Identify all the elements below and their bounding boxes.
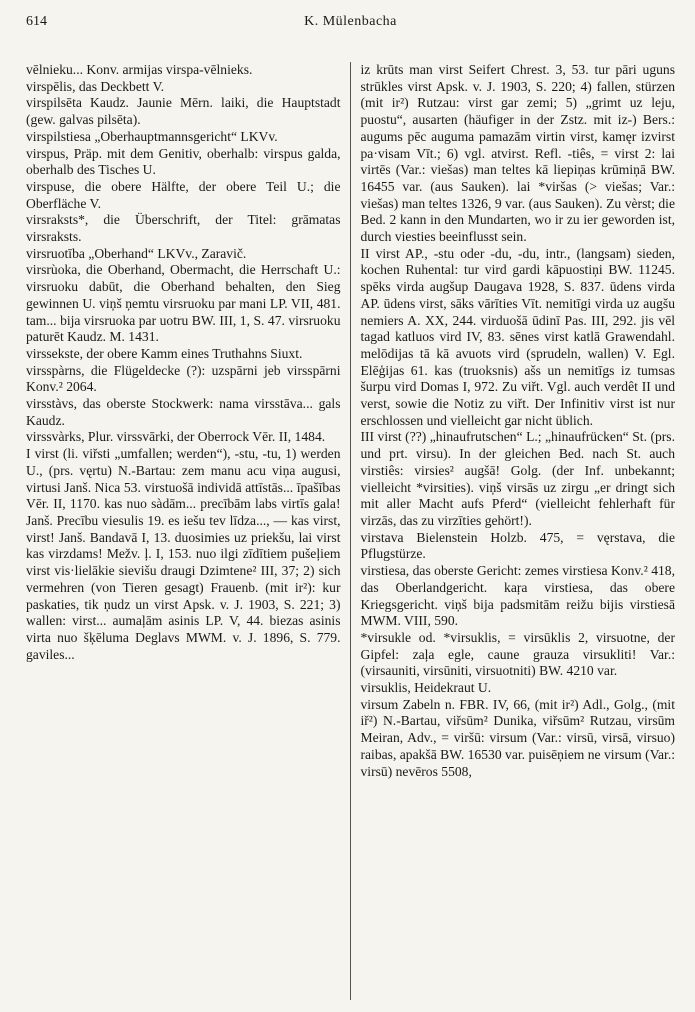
text-columns [26,62,675,1012]
dictionary-entry: III virst (??) „hinaufrutschen“ L.; „hinaufrücken“ St. (prs. und prt. virsu). In der gleichen Bed. nach St. auch virstiês: virsies² augšā! Golg. (der Inf. unbekannt; vielleicht *virsities). viņš virsās uz zirgu „er dringt sich mit aller Macht aufs Pferd“ (vielleicht fehlerhaft für virzās, das zu virzīties gehört!). [360,429,675,528]
dictionary-entry: virspilstiesa „Oberhauptmannsgericht“ LKVv. [26,128,278,144]
dictionary-entry: II virst AP., -stu oder -du, -du, intr., (langsam) sieden, kochen Ruhental: tur vird gardi kāpuostiņi BW. 11245. spēks virda augšup Daugava 1928, S. 837. ūdens virda AP. ūdens virst, sāks vārīties Vīt. nemitīgi virda uz augšu nemiers A. XX, 244. virduošā ūdinī Pas. III, 292. jis vēl tagad katluos vird IV, 83. sēnes virst katlā Grawendahl. melōdijas tā kā avuots vird (sprudeln, wallen) V. Egl. Elēģijas 61. kas (truoksnis) ašs un nemitīgs iz tumsas šurpu vird Domas I, 972. Zu viřt. Vgl. auch verdêt II und verst, sowie die Notiz zu viřt. Der Infinitiv virst ist nur erschlossen und vielleicht gar nicht üblich. [360,245,675,428]
right-column [351,62,676,1012]
dictionary-entry: *virsukle od. *virsuklis, = virsūklis 2, virsuotne, der Gipfel: zaļa egle, caune grauza virsukliti! Var.: (virsauniti, virsūniti, virsuotniti) BW. 4210 var. [360,629,675,679]
dictionary-entry: virssvàrks, Plur. virssvārki, der Oberrock Vēr. II, 1484. [26,429,326,445]
dictionary-entry: virsrùoka, die Oberhand, Obermacht, die Herrschaft U.: virsruoku dabūt, die Oberhand behalten, den Sieg gewinnen U. viņš ņemtu virsruoku par mani LP. VII, 481. tam... bija virsruoka par uotru BW. III, 1, S. 47. virsruoku paturēt Kaudz. M. 1431. [26,262,341,345]
dictionary-entry: virsspàrns, die Flügeldecke (?): uzspārni jeb virsspārni Konv.² 2064. [26,362,341,395]
dictionary-entry: virstiesa, das oberste Gericht: zemes virstiesa Konv.² 418, das Oberlandgericht. kaŗa virstiesa, das obere Kriegsgericht. viņš bija padsmitām reižu bijis virstiesā MWM. VIII, 590. [360,563,675,629]
dictionary-entry: virsruotība „Oberhand“ LKVv., Zaravič. [26,245,247,261]
dictionary-entry: virsuklis, Heidekraut U. [360,680,492,696]
dictionary-entry: virspus, Präp. mit dem Genitiv, oberhalb: virspus galda, oberhalb des Tisches U. [26,145,341,178]
left-column [26,62,350,1012]
page-number: 614 [26,14,47,29]
dictionary-entry: virspuse, die obere Hälfte, der obere Teil U.; die Oberfläche V. [26,178,341,211]
dictionary-entry: virsstàvs, das oberste Stockwerk: nama virsstāva... gals Kaudz. [26,396,341,428]
running-head: K. Mülenbacha [304,14,397,29]
dictionary-entry: I virst (li. viřsti „umfallen; werden“), -stu, -tu, 1) werden U., (prs. vęrtu) N.-Bartau: zem manu acu viņa augusi, virtusi Janš. Nica 53. virstuošā individā attīstās... īpašības Vēr. II, 1170. kas nuo sàdām... precībām labs virtīs gala! Janš. Precību viesulis 19. es iešu tev līdza..., — kas virst, virst! Janš. Bandavā I, 13. duosimies uz priekšu, lai virst kas virzdams! Mežv. ļ. I, 153. nuo ilgi zīdītiem pušeļiem virst vis·lielākie sievišu draugi Dzimtene² III, 37; 2) sich vermehren (von Tieren gesagt) Frauenb. (mit ir²): kur paskaties, tik ņudz un virst Apsk. v. J. 1903, S. 221; 3) wallen: virst... aumaļām asinis LP. V, 44. biezas asinis virta nuo šķēluma Deglavs MWM. v. J. 1896, S. 779. gaviles... [26,446,341,662]
dictionary-entry: iz krūts man virst Seifert Chrest. 3, 53. tur pāri uguns strūkles virst Apsk. v. J. 1903, S. 220; 4) fallen, stürzen (mit ir²) Rutzau: virst gar zemi; 5) „grimt uz leju, puostu“, ausarten (häufiger in der Zstz. mit iz-) Bers.: augums pēc auguma pamazām virtin virst, kamęr izvirst pa·visam Vīt.; 6) vgl. atvirst. Refl. -tiês, = virst 2: lai virtēs (Var.: viešas) man teltes kā liepiņas krūmiņā BW. 16455 var. (aus Sauken). lai *viršas (> viešas; Var.: viešas) man teltes 1326, 9 var. (aus Sauken). Zu vèrst; die Bed. 2 kann in den Mundarten, wo ir zu ier geworden ist, durch viesties beeinflusst sein. [360,62,675,245]
dictionary-entry: virssekste, der obere Kamm eines Truthahns Siuxt. [26,345,303,361]
page-header [26,14,675,36]
dictionary-entry: vēlnieku... Konv. armijas virspa-vēlnieks. [26,62,253,77]
dictionary-entry: virsraksts*, die Überschrift, der Titel: grāmatas virsraksts. [26,212,341,245]
dictionary-entry: virstava Bielenstein Holzb. 475, = vęrstava, die Pflugstürze. [360,529,675,562]
dictionary-entry: virsum Zabeln n. FBR. IV, 66, (mit ir²) Adl., Golg., (mit iř²) N.-Bartau, viřsūm² Dunika, viřsūm² Rutzau, virsūm Meiran, Adv., = viršū: virsum (Var.: virsū, virsā, virsuo) raibas, apakšā BW. 16530 var. puisēņiem ne virsum (Var.: virsū) nevēros 5508, [360,696,675,779]
dictionary-entry: virspilsēta Kaudz. Jaunie Mērn. laiki, die Hauptstadt (gew. galvas pilsēta). [26,95,341,128]
dictionary-entry: virspēlis, das Deckbett V. [26,78,165,94]
